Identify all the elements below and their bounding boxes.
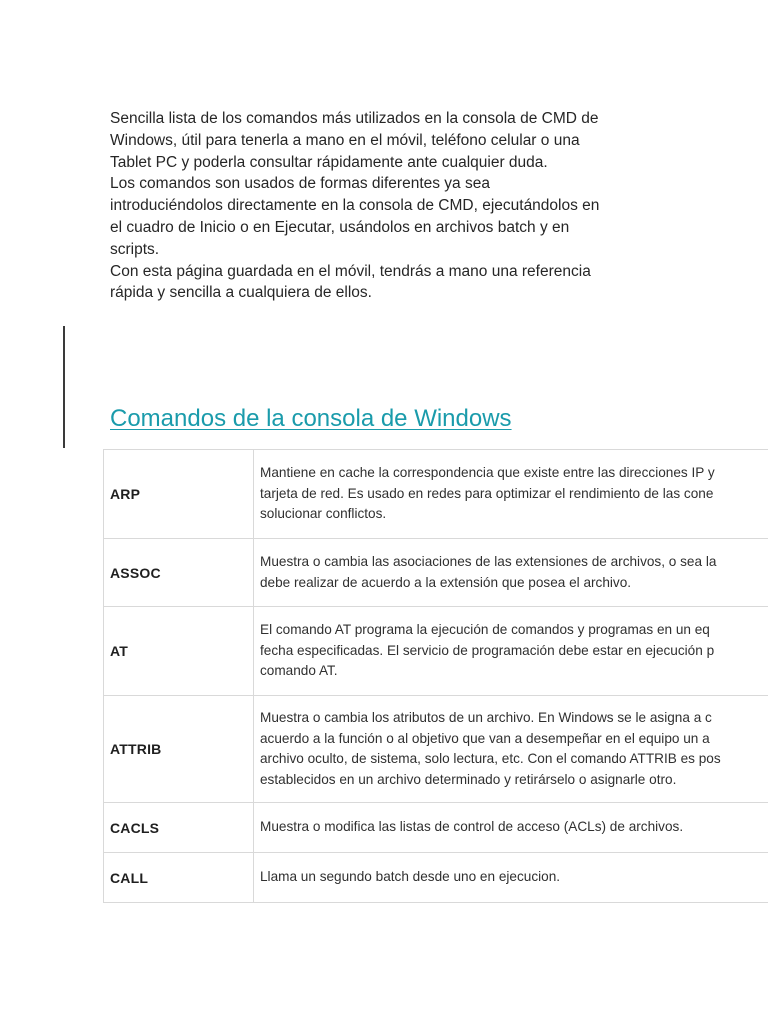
description-line: Muestra o cambia los atributos de un archivo. En Windows se le asigna a c <box>260 710 712 725</box>
intro-line: Con esta página guardada en el móvil, tendrás a mano una referencia <box>110 262 591 280</box>
table-row <box>104 607 768 696</box>
table-row <box>104 539 768 607</box>
section-heading: Comandos de la consola de Windows <box>110 405 512 432</box>
intro-line: el cuadro de Inicio o en Ejecutar, usándolos en archivos batch y en <box>110 218 570 236</box>
intro-text <box>110 108 760 304</box>
description-line: solucionar conflictos. <box>260 506 387 522</box>
description-line: tarjeta de red. Es usado en redes para optimizar el rendimiento de las cone <box>260 485 714 501</box>
command-description <box>254 803 768 852</box>
description-line: fecha especificadas. El servicio de programación debe estar en ejecución p <box>260 642 715 658</box>
description-line: El comando AT programa la ejecución de comandos y programas en un eq <box>260 622 710 638</box>
description-line: Mantiene en cache la correspondencia que existe entre las direcciones IP y <box>260 465 715 481</box>
command-name: ARP <box>104 450 254 538</box>
command-name: AT <box>104 607 254 695</box>
description-line: debe realizar de acuerdo a la extensión que posea el archivo. <box>260 574 632 590</box>
command-name: CALL <box>104 853 254 902</box>
description-line: archivo oculto, de sistema, solo lectura, etc. Con el comando ATTRIB es pos <box>260 751 721 766</box>
intro-line: Los comandos son usados de formas diferentes ya sea <box>110 175 490 193</box>
table-row <box>104 696 768 803</box>
description-line: establecidos en un archivo determinado y retirárselo o asignarle otro. <box>260 771 677 787</box>
intro-paragraph <box>110 108 760 173</box>
intro-line: Sencilla lista de los comandos más utilizados en la consola de CMD de <box>110 110 599 127</box>
description-line: Muestra o cambia las asociaciones de las extensiones de archivos, o sea la <box>260 554 717 569</box>
intro-line: Windows, útil para tenerla a mano en el móvil, teléfono celular o una <box>110 131 580 149</box>
command-description <box>254 539 768 606</box>
command-description <box>254 607 768 695</box>
description-line: acuerdo a la función o al objetivo que van a desempeñar en el equipo un a <box>260 730 710 746</box>
description-line: Llama un segundo batch desde uno en ejecucion. <box>260 869 561 885</box>
description-line: comando AT. <box>260 663 338 679</box>
table-row <box>104 853 768 903</box>
intro-line: introduciéndolos directamente en la consola de CMD, ejecutándolos en <box>110 197 600 215</box>
commands-table <box>103 449 768 903</box>
command-description <box>254 696 768 802</box>
description-line: Muestra o modifica las listas de control de acceso (ACLs) de archivos. <box>260 819 684 835</box>
intro-paragraph <box>110 261 760 305</box>
command-description <box>254 853 768 902</box>
table-row <box>104 803 768 853</box>
command-name: ATTRIB <box>104 696 254 802</box>
table-row <box>104 450 768 539</box>
command-name: ASSOC <box>104 539 254 606</box>
intro-line: Tablet PC y poderla consultar rápidamente ante cualquier duda. <box>110 153 548 171</box>
margin-rule <box>63 326 65 448</box>
intro-paragraph <box>110 173 760 260</box>
intro-line: rápida y sencilla a cualquiera de ellos. <box>110 284 372 302</box>
command-description <box>254 450 768 538</box>
command-name: CACLS <box>104 803 254 852</box>
intro-line: scripts. <box>110 240 160 258</box>
